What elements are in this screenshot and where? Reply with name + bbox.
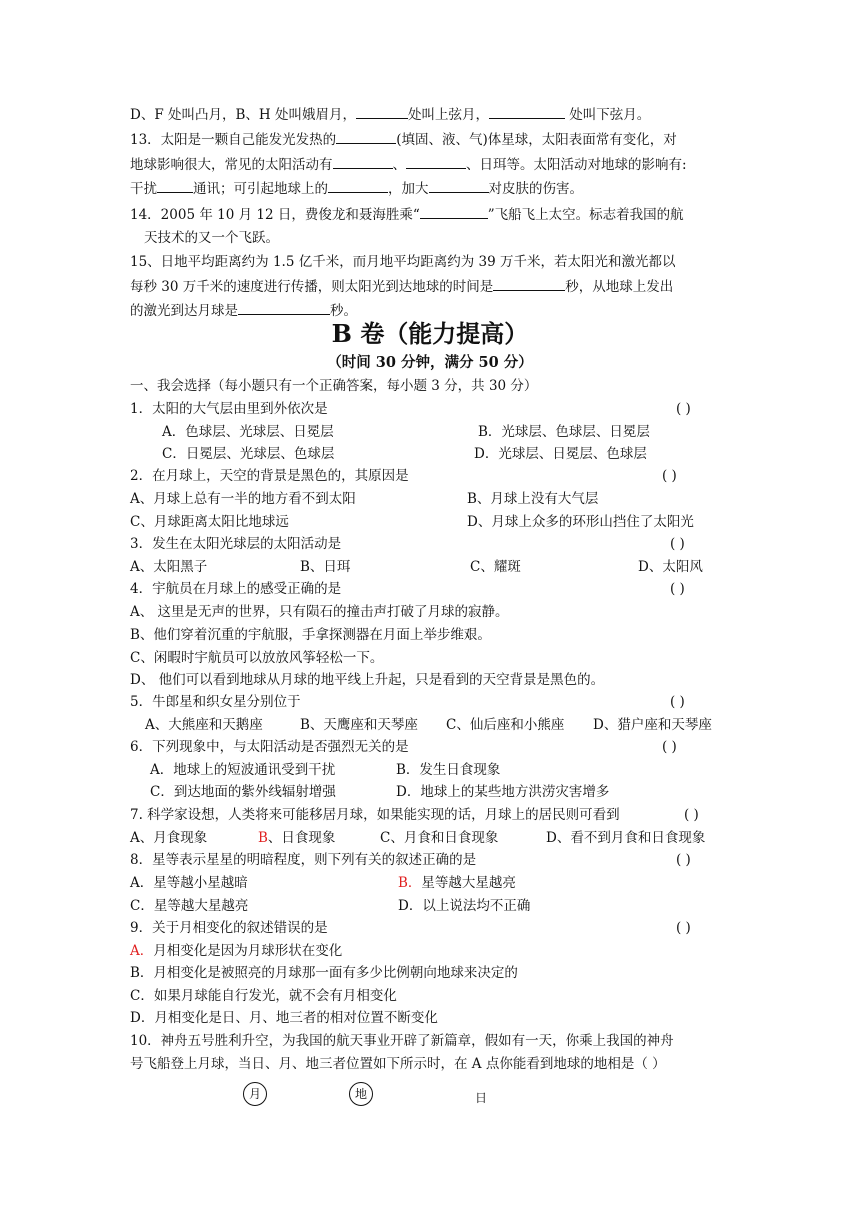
question-5-stem: 5．牛郎星和织女星分别位于 xyxy=(130,694,301,710)
question-2-stem: 2．在月球上，天空的背景是黑色的，其原因是 xyxy=(130,468,409,484)
option-d[interactable]: D、猎户座和天琴座 xyxy=(593,717,712,733)
question-13-line2: 地球影响很大，常见的太阳活动有 、 、日珥等。太阳活动对地球的影响有: xyxy=(130,154,687,175)
option-c[interactable]: C、月食和日食现象 xyxy=(380,830,499,846)
option-c[interactable]: C．到达地面的紫外线辐射增强 xyxy=(150,784,336,800)
option-d[interactable]: D、月球上众多的环形山挡住了太阳光 xyxy=(467,514,694,530)
option-b[interactable]: B、月球上没有大气层 xyxy=(467,491,599,507)
section-title: B 卷（能力提高） xyxy=(331,319,529,348)
option-c[interactable]: C．日冕层、光球层、色球层 xyxy=(162,446,335,462)
option-a[interactable]: A．色球层、光球层、日冕层 xyxy=(162,424,334,440)
sun-label: 日 xyxy=(475,1091,488,1105)
question-13-line1: 13．太阳是一颗自己能发光发热的 (填固、液、气)体星球，太阳表面常有变化，对 xyxy=(130,129,677,150)
question-13-line3: 干扰 通讯；可引起地球上的 ，加大 对皮肤的伤害。 xyxy=(130,178,583,199)
question-3-stem: 3．发生在太阳光球层的太阳活动是 xyxy=(130,536,342,552)
fill-blank[interactable] xyxy=(157,178,193,193)
fill-blank[interactable] xyxy=(356,104,408,119)
fill-blank[interactable] xyxy=(493,276,565,291)
option-b[interactable]: B．光球层、色球层、日冕层 xyxy=(478,424,650,440)
option-d[interactable]: D．地球上的某些地方洪涝灾害增多 xyxy=(396,784,610,800)
option-b[interactable]: B．月相变化是被照亮的月球那一面有多少比例朝向地球来决定的 xyxy=(130,965,518,981)
option-c[interactable]: C、耀斑 xyxy=(470,559,521,575)
question-10-line1: 10．神舟五号胜利升空，为我国的航天事业开辟了新篇章，假如有一天，你乘上我国的神舟 xyxy=(130,1033,674,1049)
option-a[interactable]: A、太阳黑子 xyxy=(130,559,208,575)
option-c[interactable]: C、月球距离太阳比地球远 xyxy=(130,514,289,530)
option-b[interactable]: B．星等越大星越亮 xyxy=(398,875,516,891)
question-6-stem: 6．下列现象中，与太阳活动是否强烈无关的是 xyxy=(130,739,409,755)
section-heading: 一、我会选择（每小题只有一个正确答案，每小题 3 分，共 30 分） xyxy=(130,378,538,394)
answer-bracket[interactable]: ( ) xyxy=(670,581,685,597)
fill-blank[interactable] xyxy=(333,154,393,169)
fill-blank[interactable] xyxy=(328,178,388,193)
option-c[interactable]: C、闲暇时宇航员可以放放风筝轻松一下。 xyxy=(130,650,384,666)
option-a[interactable]: A、月球上总有一半的地方看不到太阳 xyxy=(130,491,356,507)
option-d[interactable]: D、太阳风 xyxy=(638,559,703,575)
option-d[interactable]: D．以上说法均不正确 xyxy=(398,898,531,914)
option-a[interactable]: A、月食现象 xyxy=(130,830,208,846)
answer-bracket[interactable]: ( ) xyxy=(676,920,691,936)
option-c[interactable]: C．星等越大星越亮 xyxy=(130,898,249,914)
option-a[interactable]: A．地球上的短波通讯受到干扰 xyxy=(150,762,336,778)
selected-answer-mark: B． xyxy=(398,875,422,891)
fill-blank[interactable] xyxy=(489,104,565,119)
question-15-line3: 的激光到达月球是 秒。 xyxy=(130,300,357,321)
question-10-line2: 号飞船登上月球，当日、月、地三者位置如下所示时，在 A 点你能看到地球的地相是（ ） xyxy=(130,1056,666,1072)
answer-bracket[interactable]: ( ) xyxy=(670,694,685,710)
answer-bracket[interactable]: ( ) xyxy=(676,852,691,868)
answer-bracket[interactable]: ( ) xyxy=(670,536,685,552)
option-c[interactable]: C、仙后座和小熊座 xyxy=(446,717,565,733)
text-line: D、F 处叫凸月，B、H 处叫娥眉月， 处叫上弦月， 处叫下弦月。 xyxy=(130,104,650,125)
question-9-stem: 9．关于月相变化的叙述错误的是 xyxy=(130,920,328,936)
earth-symbol: 地 xyxy=(349,1082,373,1106)
fill-blank[interactable] xyxy=(336,129,396,144)
fill-blank[interactable] xyxy=(238,300,330,315)
option-a[interactable]: A．月相变化是因为月球形状在变化 xyxy=(130,943,343,959)
option-d[interactable]: D．月相变化是日、月、地三者的相对位置不断变化 xyxy=(130,1010,438,1026)
answer-bracket[interactable]: ( ) xyxy=(684,807,699,823)
option-b[interactable]: B、他们穿着沉重的宇航服，手拿探测器在月面上举步维艰。 xyxy=(130,627,491,643)
option-b[interactable]: B、天鹰座和天琴座 xyxy=(300,717,418,733)
moon-symbol: 月 xyxy=(243,1082,267,1106)
question-14-line2: 天技术的又一个飞跃。 xyxy=(144,230,279,246)
option-d[interactable]: D．光球层、日冕层、色球层 xyxy=(474,446,647,462)
fill-blank[interactable] xyxy=(420,204,488,219)
question-15-line2: 每秒 30 万千米的速度进行传播，则太阳光到达地球的时间是 秒，从地球上发出 xyxy=(130,276,673,297)
question-15-line1: 15、日地平均距离约为 1.5 亿千米，而月地平均距离约为 39 万千米，若太阳光和激光都以 xyxy=(130,254,676,270)
answer-bracket[interactable]: ( ) xyxy=(662,739,677,755)
option-c[interactable]: C．如果月球能自行发光，就不会有月相变化 xyxy=(130,988,397,1004)
option-a[interactable]: A、大熊座和天鹅座 xyxy=(145,717,263,733)
question-8-stem: 8．星等表示星星的明暗程度，则下列有关的叙述正确的是 xyxy=(130,852,477,868)
option-d[interactable]: D、 他们可以看到地球从月球的地平线上升起，只是看到的天空背景是黑色的。 xyxy=(130,672,605,688)
question-4-stem: 4．宇航员在月球上的感受正确的是 xyxy=(130,581,342,597)
option-b[interactable]: B、日食现象 xyxy=(258,830,336,846)
question-1-stem: 1．太阳的大气层由里到外依次是 xyxy=(130,401,328,417)
section-subtitle: （时间 30 分钟，满分 50 分） xyxy=(327,354,533,371)
option-a[interactable]: A．星等越小星越暗 xyxy=(130,875,248,891)
question-7-stem: 7. 科学家设想，人类将来可能移居月球，如果能实现的话，月球上的居民则可看到 xyxy=(130,807,620,823)
selected-answer-mark: A． xyxy=(130,943,154,959)
option-a[interactable]: A、 这里是无声的世界，只有陨石的撞击声打破了月球的寂静。 xyxy=(130,604,509,620)
fill-blank[interactable] xyxy=(406,154,466,169)
option-d[interactable]: D、看不到月食和日食现象 xyxy=(546,830,706,846)
selected-answer-mark: B xyxy=(258,830,268,846)
option-b[interactable]: B、日珥 xyxy=(300,559,351,575)
answer-bracket[interactable]: ( ) xyxy=(662,468,677,484)
fill-blank[interactable] xyxy=(429,178,489,193)
question-14-line1: 14．2005 年 10 月 12 日，费俊龙和聂海胜乘“ ”飞船飞上太空。标志着我国的航 xyxy=(130,204,684,225)
option-b[interactable]: B．发生日食现象 xyxy=(396,762,501,778)
answer-bracket[interactable]: ( ) xyxy=(676,401,691,417)
